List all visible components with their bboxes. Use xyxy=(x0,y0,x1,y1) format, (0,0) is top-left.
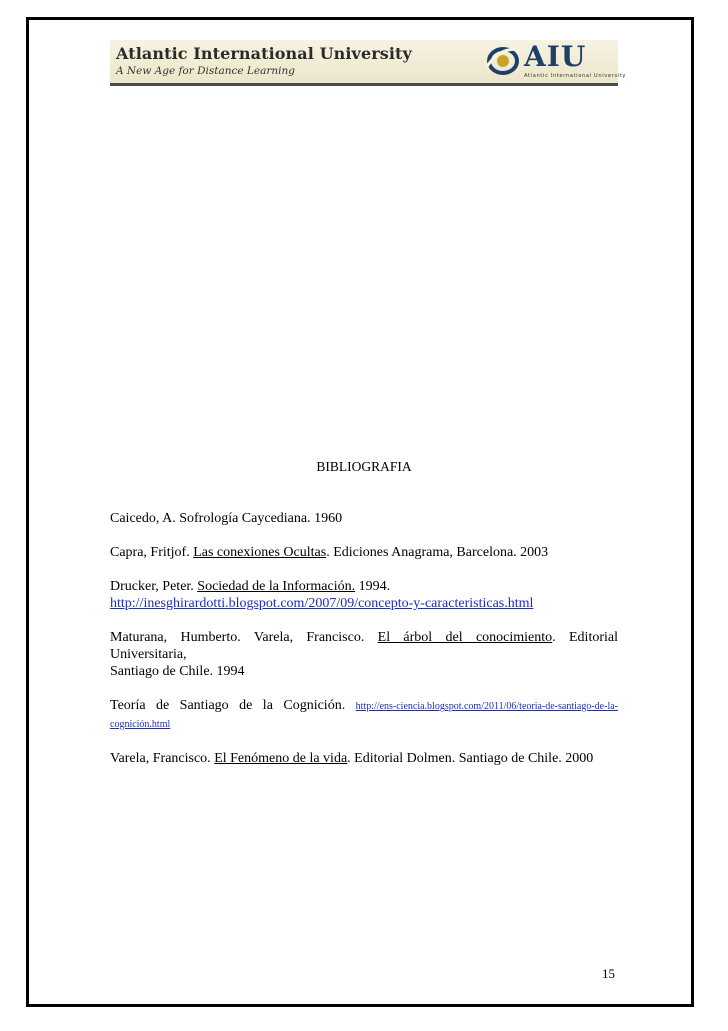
entry-author: Maturana, Humberto. Varela, Francisco. xyxy=(110,630,378,645)
entry-author: Varela, Francisco. xyxy=(110,751,215,766)
bib-entry-maturana xyxy=(110,629,618,680)
entry-title: El Fenómeno de la vida xyxy=(214,751,348,766)
globe-swoosh-icon xyxy=(484,44,522,76)
entry-text: Caicedo, A. Sofrología Caycediana. 1960 xyxy=(110,511,343,526)
entry-title: El árbol del conocimiento xyxy=(377,630,553,645)
entry-title: Sociedad de la Información. xyxy=(197,579,356,594)
bib-entry-capra xyxy=(110,544,618,561)
entry-publisher: . Ediciones Anagrama, Barcelona. 2003 xyxy=(326,545,549,560)
entry-place-year: Santiago de Chile. 1994 xyxy=(110,664,245,679)
entry-publisher: . Editorial Universitaria, xyxy=(110,630,618,662)
entry-url-link[interactable]: http://ens-ciencia.blogspot.com/2011/06/teoria-de-santiago-de-la-cognición.html xyxy=(110,701,618,730)
bib-entry-caicedo xyxy=(110,510,618,527)
bibliography-title: BIBLIOGRAFIA xyxy=(316,459,412,474)
entry-publisher: . Editorial Dolmen. Santiago de Chile. 2000 xyxy=(347,751,594,766)
entry-author: Drucker, Peter. xyxy=(110,579,198,594)
university-tagline: A New Age for Distance Learning xyxy=(116,65,295,77)
university-name: Atlantic International University xyxy=(116,44,412,63)
aiu-logo xyxy=(484,40,627,82)
bibliography-section xyxy=(110,458,618,784)
logo-subtext: Atlantic International University xyxy=(524,73,627,79)
header-banner xyxy=(110,40,627,86)
entry-author: Capra, Fritjof. xyxy=(110,545,194,560)
header-rule xyxy=(110,83,618,86)
bib-entry-drucker xyxy=(110,578,618,612)
entry-url-link[interactable]: http://inesghirardotti.blogspot.com/2007/09/concepto-y-caracteristicas.html xyxy=(110,596,534,611)
bib-entry-santiago xyxy=(110,697,618,733)
bib-entry-varela xyxy=(110,750,618,767)
page-number: 15 xyxy=(602,966,615,981)
entry-title: Las conexiones Ocultas xyxy=(193,545,327,560)
entry-title: Teoría de Santiago de la Cognición. xyxy=(110,698,356,713)
entry-year: 1994. xyxy=(355,579,391,594)
logo-text: AIU xyxy=(524,40,587,73)
